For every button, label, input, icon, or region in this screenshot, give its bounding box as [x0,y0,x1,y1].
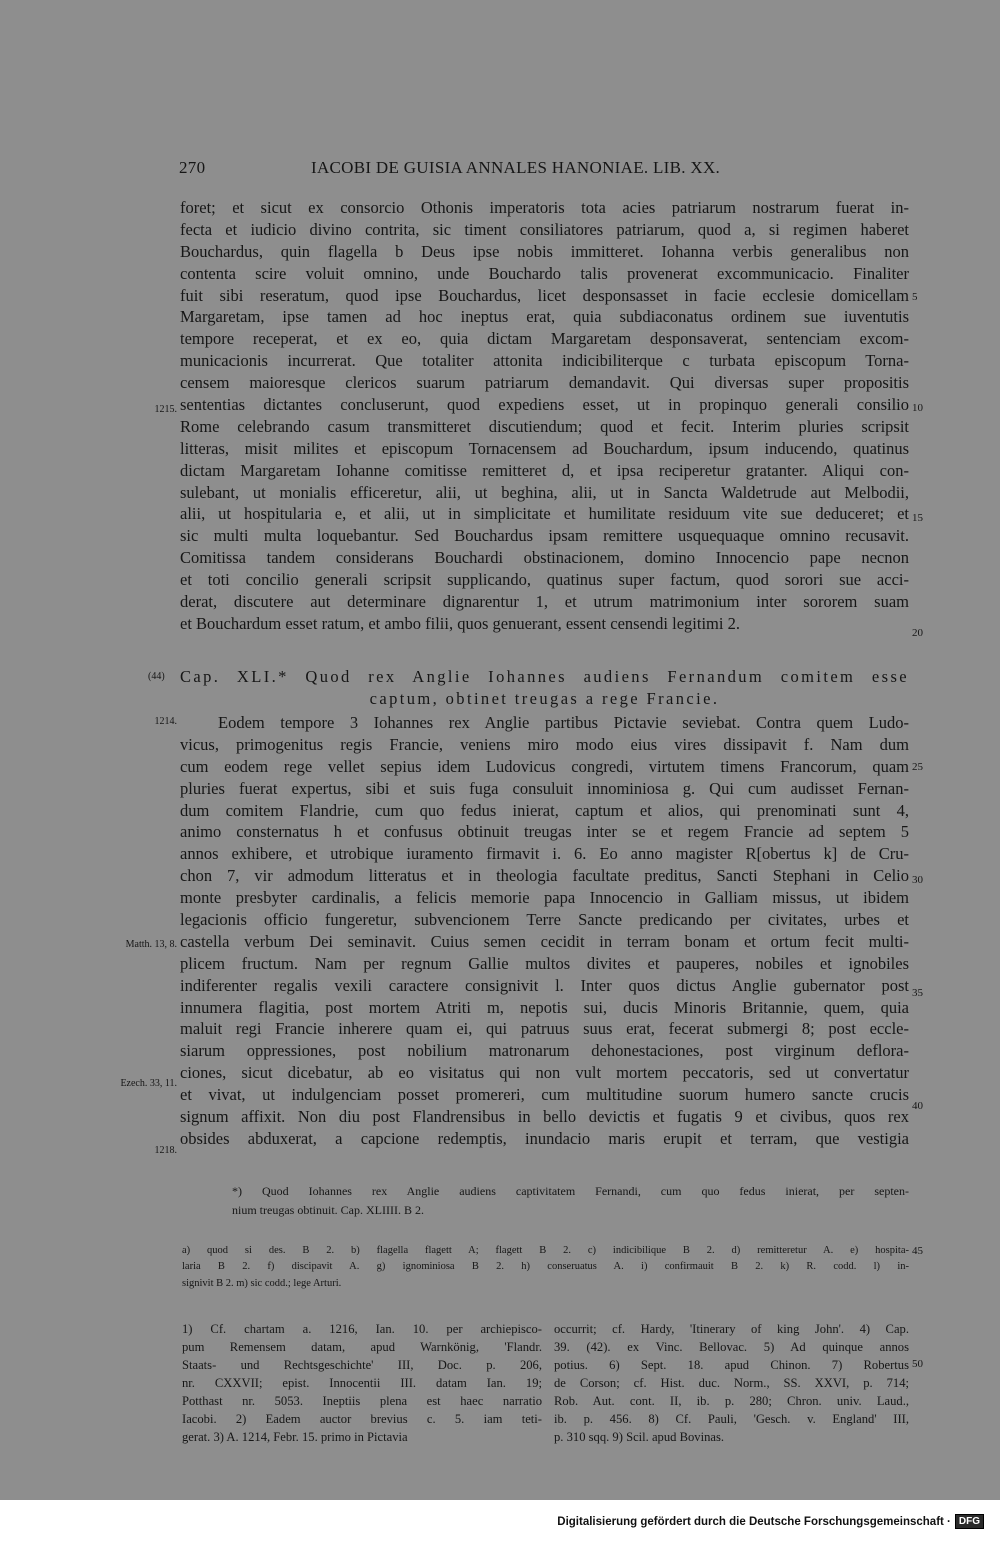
text-line: annos exhibere, et utrobique iuramento firmavit i. 6. Eo anno magister R[obertus k] de Cru- [180,844,909,864]
text-line: pluries fuerat expertus, sibi et suis fuga consuluit innominiosa g. Qui cum audisset Fernan- [180,778,909,798]
text-line: Eodem tempore 3 Iohannes rex Anglie partibus Pictavie seviebat. Contra quem Ludo- [218,713,909,732]
text-line: sententias dictantes concluserunt, quod expediens esset, ut in propinquo generali consilio [180,395,909,415]
text-line: contenta scire voluit omnino, unde Bouchardo talis provenerat excommunicacio. Finaliter [180,263,909,283]
text-line: censem maioresque clericos suarum patriarum demandavit. Qui diversas super propositis [180,373,909,393]
note-line: 1) Cf. chartam a. 1216, Ian. 10. per archiepisco- [182,1322,542,1336]
note-line: Staats- und Rechtsgeschichte' III, Doc. p. 206, [182,1358,542,1372]
footnote-line: *) Quod Iohannes rex Anglie audiens captivitatem Fernandi, cum quo fedus inierat, per septen- [232,1184,909,1198]
line-number: 40 [912,1100,923,1112]
apparatus-line: a) quod si des. B 2. b) flagella flagett A; flagett B 2. c) indicibilique B 2. d) remitteretur A. e) hospita- [182,1245,909,1256]
footnote-line: nium treugas obtinuit. Cap. XLIIII. B 2. [232,1203,424,1217]
text-line: sulebant, ut monialis efficeretur, alii, ut beghina, alii, ut in Sancta Waldetrude aut Melbodii, [180,482,909,502]
text-line: Bouchardus, quin flagella b Deus ipse nobis immitteret. Iohanna verbis generalibus non [180,241,909,261]
text-line: obsides abduxerat, a capcione redemptis, inundacio maris erupit et terram, que vestigia [180,1128,909,1148]
funding-credit [557,1514,984,1529]
line-number: 35 [912,987,923,999]
text-line: dictam Margaretam Iohanne comitisse remitteret d, et ipsa reciperetur gratanter. Aliqui con- [180,460,909,480]
text-line: derat, discutere aut determinare dignarentur 1, et utrum matrimonium inter sororem suam [180,592,909,612]
credit-text: Digitalisierung gefördert durch die Deutsche Forschungsgemeinschaft · [557,1515,951,1528]
text-line: municacionis incurrerat. Que totaliter attonita indicibiliterque c turbata episcopum Torna- [180,351,909,371]
note-line: Rob. Aut. cont. II, ib. p. 280; Chron. univ. Laud., [554,1394,909,1408]
margin-reference: Ezech. 33, 11. [120,1078,177,1089]
text-line: fuit sibi reseratum, quod ipse Bouchardus, licet desponsasset in facie ecclesie domicellam [180,285,909,305]
line-number: 30 [912,874,923,886]
text-line: Comitissa tandem considerans Bouchardi obstinacionem, domino Innocencio pape necnon [180,548,909,568]
chapter-title-line: Cap. XLI.* Quod rex Anglie Iohannes audiens Fernandum comitem esse [180,667,909,686]
note-line: Iacobi. 2) Eadem auctor brevius c. 5. iam teti- [182,1412,542,1426]
margin-reference: Matth. 13, 8. [125,939,177,950]
margin-year: 1214. [154,716,177,727]
text-line: indiferenter regalis vexili caractere consignivit l. Inter quos dictus Anglie gubernator post [180,975,909,995]
chapter-number: (44) [148,671,165,682]
line-number: 15 [912,512,923,524]
margin-year: 1218. [154,1145,177,1156]
note-line: pum Remensem datam, apud Warnkönig, 'Flandr. [182,1340,542,1354]
text-line: monte presbyter cardinalis, a felicis memorie papa Innocencio in Galliam missus, ut ibidem [180,888,909,908]
apparatus-line: signivit B 2. m) sic codd.; lege Arturi. [182,1277,342,1289]
note-line: occurrit; cf. Hardy, 'Itinerary of king John'. 4) Cap. [554,1322,909,1336]
text-line: plicem fructum. Nam per regnum Gallie multos divites et pauperes, nobiles et ignobiles [180,953,909,973]
main-text-block [180,197,909,635]
text-line: animo consternatus h et confusus obtinuit treugas inter se et regem Francie ad septem 5 [180,822,909,842]
variant-apparatus [182,1243,909,1292]
text-line: chon 7, vir admodum litteratus et in theologia facultate preditus, Sancti Stephani in Celio [180,866,909,886]
apparatus-line: laria B 2. f) discipavit A. g) ignominiosa B 2. h) conseruatus A. i) confirmauit B 2. k) R. codd. l) in- [182,1261,909,1273]
line-number: 20 [912,627,923,639]
note-line: Potthast nr. 5053. Ineptiis plena est haec narratio [182,1394,542,1408]
note-line: de Corson; cf. Hist. duc. Norm., SS. XXVI, p. 714; [554,1376,909,1390]
text-line: et Bouchardum esset ratum, et ambo filii, quos genuerant, essent censendi legitimi 2. [180,613,740,633]
text-line: dum comitem Flandrie, cum quo fedus inierat, captum et alios, qui prenominati sunt 4, [180,800,909,820]
title-footnote [232,1182,909,1220]
running-title: IACOBI DE GUISIA ANNALES HANONIAE. LIB. XX. [311,158,721,177]
line-number: 5 [912,291,918,303]
note-line: nr. CXXVII; epist. Innocentii III. datam Ian. 19; [182,1376,542,1390]
note-line: p. 310 sqq. 9) Scil. apud Bovinas. [554,1430,725,1444]
note-line: ib. p. 456. 8) Cf. Pauli, 'Gesch. v. England' III, [554,1412,909,1426]
text-line: innumera flagitia, post mortem Atriti m, nepotis sui, ducis Minoris Britannie, quem, quia [180,997,909,1017]
text-line: castella verbum Dei seminavit. Cuius semen cecidit in terram bonam et ortum fecit multi- [180,931,909,951]
text-line: litteras, misit milites et episcopum Tornacensem ad Bouchardum, ipsum inducendo, quatinus [180,438,909,458]
chapter-title-line: captum, obtinet treugas a rege Francie. [369,688,720,708]
notes-right-column [554,1320,909,1446]
line-number: 50 [912,1358,923,1370]
dfg-logo: DFG [955,1514,984,1529]
text-line: maluit regi Francie inherere quam ei, qui patruus suus erat, fecerat submergi 8; post eccle- [180,1019,909,1039]
text-line: foret; et sicut ex consorcio Othonis imperatoris tota acies patriarum nostrarum fuerat in- [180,198,909,217]
text-line: signum affixit. Non diu post Flandrensibus in bello devictis et fugatis 9 et civibus, quos rex [180,1107,909,1127]
line-number: 45 [912,1245,923,1257]
text-line: Rome celebrando casum transmitteret discutiendum; quod et fecit. Interim pluries scripsit [180,416,909,436]
note-line: potius. 6) Sept. 18. apud Chinon. 7) Robertus [554,1358,909,1372]
text-line: et toti concilio generali scripsit supplicando, quatinus super factum, quod sorori sue acci- [180,570,909,590]
text-line: sic multi multa loquebantur. Sed Bouchardus ipsam remittere usquequaque omnino recusavit. [180,526,909,546]
text-line: et vivat, ut indulgenciam posset promereri, cum multitudine suorum humero sancte crucis [180,1085,909,1105]
text-line: ciones, sicut dicebatur, ab eo visitatus qui non vult mortem peccatoris, sed ut convertatur [180,1063,909,1083]
line-number: 25 [912,761,923,773]
note-line: 39. (42). ex Vinc. Bellovac. 5) Ad quinque annos [554,1340,909,1354]
page-number: 270 [179,158,206,177]
text-line: Margaretam, ipse tamen ad hoc ineptus erat, quia subdiaconatus ordinem sue iuventutis [180,307,909,327]
text-line: fecta et iudicio divino contrita, sic timent consiliatores patriarum, quod a, si regimen haberet [180,219,909,239]
margin-year: 1215. [154,404,177,415]
text-line: tempore receperat, et ex eo, quia dictam Margaretam desponsaverat, sentenciam excom- [180,329,909,349]
text-line: legacionis officio fungeretur, subvencionem Terre Sancte predicando per civitates, urbes et [180,910,909,930]
text-line: siarum oppressiones, post nobilium matronarum dehonestaciones, post virginum deflora- [180,1041,909,1061]
line-number: 10 [912,402,923,414]
notes-left-column [182,1320,542,1446]
text-line: vicus, primogenitus regis Francie, veniens miro modo eius vires dissipavit f. Nam dum [180,734,909,754]
text-line: alii, ut hospitularia e, et alii, ut in simplicitate et humilitate residuum vite sue deduceret; et [180,504,909,524]
text-line: cum eodem rege vellet sepius idem Ludovicus congredi, virtutem timens Francorum, quam [180,756,909,776]
chapter-heading [180,666,909,710]
chapter-text-block [180,712,909,1150]
note-line: gerat. 3) A. 1214, Febr. 15. primo in Pictavia [182,1430,408,1444]
